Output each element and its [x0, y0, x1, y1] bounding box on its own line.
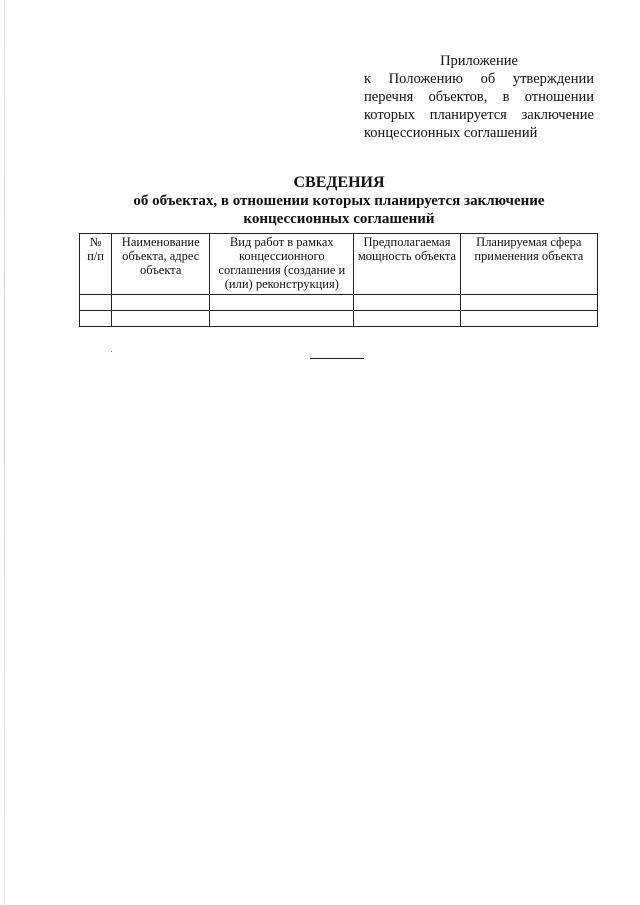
end-of-document-line: [310, 358, 364, 359]
table-cell: [460, 295, 597, 311]
header-application-sphere: Планируемая сфера применения объекта: [460, 234, 597, 295]
header-work-type: Вид работ в рамках концессионного соглашения (создание и (или) реконструкция): [210, 234, 354, 295]
table-cell: [210, 311, 354, 327]
table-row: [80, 295, 598, 311]
table-cell: [112, 311, 210, 327]
scan-edge: [4, 0, 5, 905]
appendix-title: Приложение: [440, 53, 518, 69]
header-capacity: Предполагаемая мощность объекта: [354, 234, 460, 295]
appendix-text: к Положению об утверждении перечня объектов, в отношении которых планируется заключение концессионных соглашений: [364, 71, 594, 141]
table-cell: [80, 311, 112, 327]
heading-subtitle: об объектах, в отношении которых планируется заключение концессионных соглашений: [133, 193, 545, 227]
appendix-block: [364, 52, 594, 142]
table-cell: [354, 295, 460, 311]
header-name-address: Наименование объекта, адрес объекта: [112, 234, 210, 295]
document-heading: [80, 174, 598, 228]
scan-speck: [111, 351, 112, 352]
header-number: № п/п: [80, 234, 112, 295]
table-header-row: [80, 234, 598, 295]
table-cell: [210, 295, 354, 311]
table-cell: [460, 311, 597, 327]
table-row: [80, 311, 598, 327]
table-cell: [80, 295, 112, 311]
heading-title: СВЕДЕНИЯ: [293, 174, 385, 191]
table-cell: [112, 295, 210, 311]
table-cell: [354, 311, 460, 327]
objects-table: [79, 233, 598, 327]
